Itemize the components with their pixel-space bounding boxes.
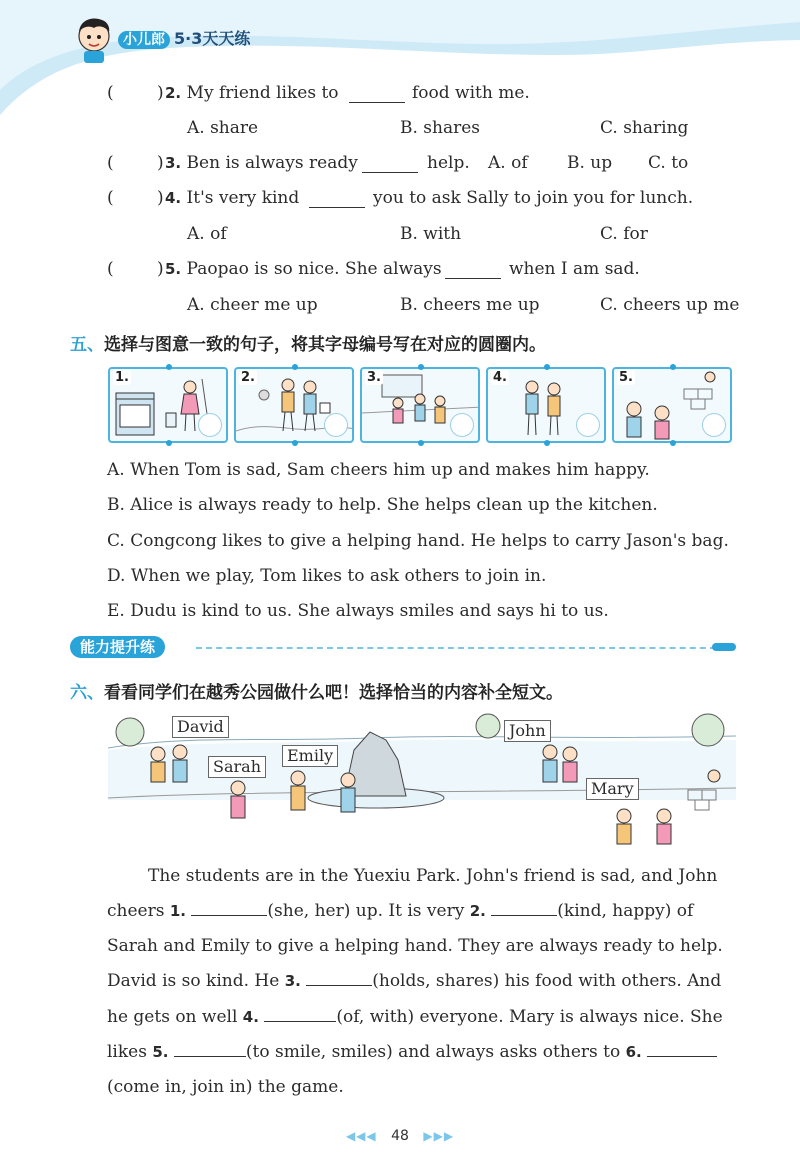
- picture-4-cheer-up: [486, 367, 606, 443]
- connector-dot: [670, 364, 676, 370]
- connector-dot: [670, 440, 676, 446]
- paragraph-line-6: [107, 1042, 717, 1062]
- section-6-title: [70, 678, 563, 703]
- picture-number: 3.: [367, 370, 381, 385]
- picture-3-smile-hi: [360, 367, 480, 443]
- blank-number-5: 5.: [152, 1043, 169, 1061]
- paragraph-line-7: (come in, join in) the game.: [107, 1077, 344, 1097]
- answer-circle[interactable]: [324, 413, 348, 437]
- connector-dot: [544, 440, 550, 446]
- section-5-text: 选择与图意一致的句子，将其字母编号写在对应的圆圈内。: [104, 335, 546, 355]
- question-text-before: It's very kind: [186, 188, 300, 208]
- park-scene: [108, 710, 736, 850]
- option-b: B. shares: [400, 118, 481, 138]
- question-text-before: My friend likes to: [186, 83, 339, 103]
- sentence-b: B. Alice is always ready to help. She helps clean up the kitchen.: [107, 495, 658, 515]
- text: cheers: [107, 901, 170, 921]
- option-b: B. up: [567, 153, 613, 173]
- sentence-e: E. Dudu is kind to us. She always smiles and says hi to us.: [107, 601, 609, 621]
- answer-blank-1[interactable]: [191, 914, 267, 916]
- right-arrows-icon: ▶▶▶: [423, 1129, 455, 1143]
- text: (of, with) everyone. Mary is always nice. She: [336, 1007, 723, 1027]
- question-text-before: Ben is always ready: [186, 153, 358, 173]
- answer-blank[interactable]: [349, 101, 405, 103]
- connector-dot: [166, 364, 172, 370]
- picture-5-join-in: [612, 367, 732, 443]
- connector-dot: [292, 440, 298, 446]
- answer-paren-close: ): [157, 83, 164, 103]
- section-6-text: 看看同学们在越秀公园做什么吧！选择恰当的内容补全短文。: [104, 683, 563, 703]
- picture-2-carry-bag: [234, 367, 354, 443]
- question-number: 2.: [165, 84, 182, 102]
- section-6-number: 六、: [70, 683, 104, 703]
- picture-number: 4.: [493, 370, 507, 385]
- answer-circle[interactable]: [576, 413, 600, 437]
- answer-circle[interactable]: [198, 413, 222, 437]
- answer-blank[interactable]: [362, 171, 418, 173]
- connector-dot: [418, 364, 424, 370]
- option-b: B. with: [400, 224, 462, 244]
- section-5-number: 五、: [70, 335, 104, 355]
- answer-paren-close: ): [157, 259, 164, 279]
- blank-number-3: 3.: [284, 972, 301, 990]
- text: (she, her) up. It is very: [267, 901, 470, 921]
- question-text-after: you to ask Sally to join you for lunch.: [373, 188, 694, 208]
- answer-blank-6[interactable]: [647, 1055, 717, 1057]
- question-number: 4.: [165, 189, 182, 207]
- answer-paren-open: (: [107, 188, 114, 208]
- option-a: A. of: [488, 153, 528, 173]
- page-number: 48: [391, 1128, 409, 1144]
- brand-title: [118, 26, 250, 49]
- left-arrows-icon: ◀◀◀: [345, 1129, 377, 1143]
- answer-paren-open: (: [107, 153, 114, 173]
- paragraph-line-5: [107, 1007, 723, 1027]
- answer-blank-2[interactable]: [491, 914, 557, 916]
- option-c: C. for: [600, 224, 648, 244]
- connector-dot: [292, 364, 298, 370]
- question-number: 3.: [165, 154, 182, 172]
- sentence-a: A. When Tom is sad, Sam cheers him up and makes him happy.: [107, 460, 650, 480]
- option-c: C. sharing: [600, 118, 689, 138]
- blank-number-6: 6.: [625, 1043, 642, 1061]
- text: (to smile, smiles) and always asks others to: [245, 1042, 626, 1062]
- question-text-after: food with me.: [412, 83, 530, 103]
- option-c: C. cheers up me: [600, 295, 740, 315]
- paragraph-line-4: [107, 971, 721, 991]
- page-footer: [0, 1128, 800, 1144]
- blank-number-2: 2.: [469, 902, 486, 920]
- name-tag-mary: Mary: [586, 778, 639, 800]
- picture-number: 1.: [115, 370, 129, 385]
- sentence-d: D. When we play, Tom likes to ask others to join in.: [107, 566, 547, 586]
- option-a: A. share: [187, 118, 259, 138]
- answer-blank-5[interactable]: [174, 1055, 246, 1057]
- name-tag-john: John: [504, 720, 551, 742]
- question-number: 5.: [165, 260, 182, 278]
- text: (kind, happy) of: [557, 901, 694, 921]
- picture-number: 2.: [241, 370, 255, 385]
- section-5-title: [70, 330, 546, 355]
- text: likes: [107, 1042, 153, 1062]
- brand-left: 小儿郎: [118, 31, 170, 49]
- answer-paren-close: ): [157, 188, 164, 208]
- answer-blank-4[interactable]: [264, 1020, 336, 1022]
- blank-number-4: 4.: [242, 1008, 259, 1026]
- blank-number-1: 1.: [169, 902, 186, 920]
- question-text-after: help.: [427, 153, 470, 173]
- header-wave: [0, 0, 800, 115]
- answer-blank-3[interactable]: [306, 984, 372, 986]
- option-c: C. to: [648, 153, 689, 173]
- option-b: B. cheers me up: [400, 295, 540, 315]
- answer-blank[interactable]: [309, 206, 365, 208]
- answer-paren-open: (: [107, 83, 114, 103]
- dashed-divider: [196, 647, 726, 649]
- question-text-before: Paopao is so nice. She always: [186, 259, 442, 279]
- name-tag-emily: Emily: [282, 745, 338, 767]
- pencil-icon: [712, 643, 736, 651]
- name-tag-sarah: Sarah: [208, 756, 266, 778]
- answer-paren-open: (: [107, 259, 114, 279]
- picture-number: 5.: [619, 370, 633, 385]
- brand-right: 5·3天天练: [174, 29, 251, 48]
- ability-practice-badge: 能力提升练: [70, 636, 165, 658]
- paragraph-line-2: [107, 901, 693, 921]
- text: (holds, shares) his food with others. And: [372, 971, 722, 991]
- sentence-c: C. Congcong likes to give a helping hand. He helps to carry Jason's bag.: [107, 531, 729, 551]
- paragraph-line-3: Sarah and Emily to give a helping hand. They are always ready to help.: [107, 936, 723, 956]
- boy-mascot-icon: [72, 14, 116, 64]
- answer-circle[interactable]: [450, 413, 474, 437]
- option-a: A. of: [187, 224, 227, 244]
- text: he gets on well: [107, 1007, 243, 1027]
- connector-dot: [418, 440, 424, 446]
- question-text-after: when I am sad.: [509, 259, 640, 279]
- answer-paren-close: ): [157, 153, 164, 173]
- connector-dot: [544, 364, 550, 370]
- option-a: A. cheer me up: [187, 295, 318, 315]
- text: David is so kind. He: [107, 971, 285, 991]
- picture-1-kitchen: [108, 367, 228, 443]
- answer-circle[interactable]: [702, 413, 726, 437]
- name-tag-david: David: [172, 716, 229, 738]
- answer-blank[interactable]: [445, 277, 501, 279]
- paragraph-line-1: The students are in the Yuexiu Park. John's friend is sad, and John: [148, 866, 718, 886]
- connector-dot: [166, 440, 172, 446]
